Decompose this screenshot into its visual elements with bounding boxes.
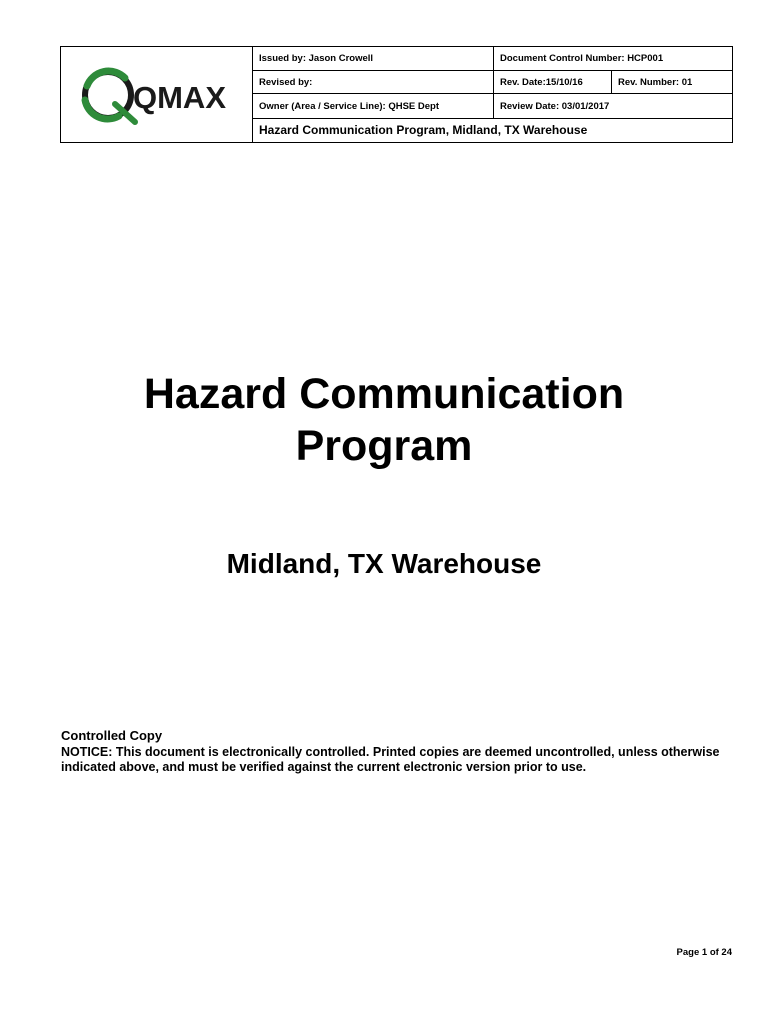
owner: Owner (Area / Service Line): QHSE Dept [253,94,494,118]
page-subtitle: Midland, TX Warehouse [226,548,542,579]
review-date: Review Date: 03/01/2017 [494,94,733,118]
document-header-table [60,46,733,143]
doc-control-number: Document Control Number: HCP001 [494,47,733,71]
controlled-copy-heading: Controlled Copy [61,728,163,743]
logo-cell [61,47,253,143]
rev-number: Rev. Number: 01 [612,71,733,94]
controlled-copy-notice: NOTICE: This document is electronically controlled. Printed copies are deemed uncontrolled, unless otherwise indicated above, and must be verified against the current electronic version prior to use. [61,745,720,774]
qmax-logo [75,64,239,126]
title-line-1: Hazard Communication [143,370,625,418]
page-title [0,368,768,472]
title-line-2: Program [295,422,473,470]
issued-by: Issued by: Jason Crowell [253,47,494,71]
page-number: Page 1 of 24 [676,947,732,958]
rev-date: Rev. Date:15/10/16 [494,71,612,94]
logo-wordmark: QMAX [132,79,226,115]
document-title-cell: Hazard Communication Program, Midland, TX Warehouse [253,118,733,142]
revised-by: Revised by: [253,71,494,94]
